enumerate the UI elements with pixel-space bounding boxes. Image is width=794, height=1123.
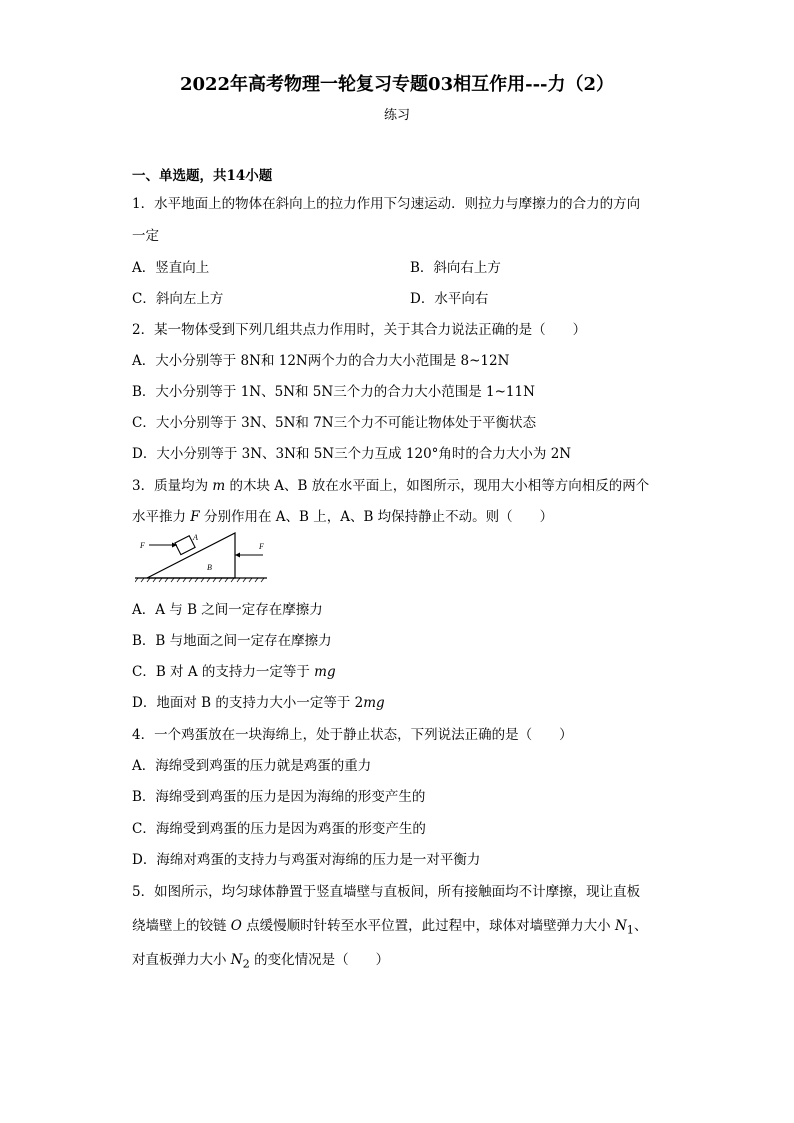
- q3-stem-text: 的木块 A、B 放在水平面上，如图所示，现用大小相等方向相反的两个: [225, 478, 650, 494]
- q1-option-c: C．斜向左上方: [132, 291, 224, 307]
- section-heading: 一、单选题，共14小题: [132, 168, 273, 184]
- q3-option-d: [132, 691, 385, 711]
- q4-stem: 4．一个鸡蛋放在一块海绵上，处于静止状态，下列说法正确的是（ ）: [132, 727, 573, 743]
- q3-stem-line2: [132, 505, 553, 525]
- q5-stem-text: 绕墙壁上的铰链: [132, 918, 231, 934]
- q5-n1-symbol: N: [614, 918, 627, 934]
- q2-option-a: A．大小分别等于 8N和 12N两个力的合力大小范围是 8~12N: [132, 353, 510, 369]
- q2-option-b: B．大小分别等于 1N、5N和 5N三个力的合力大小范围是 1~11N: [132, 384, 535, 400]
- q5-hinge-symbol: O: [230, 918, 242, 934]
- q2-option-c: C．大小分别等于 3N、5N和 7N三个力不可能让物体处于平衡状态: [132, 415, 537, 431]
- q3-option-d-mg: mg: [363, 695, 385, 711]
- q2-stem: 2．某一物体受到下列几组共点力作用时，关于其合力说法正确的是（ ）: [132, 322, 587, 338]
- q3-force-symbol: F: [190, 509, 200, 525]
- q1-option-a: A．竖直向上: [132, 260, 210, 276]
- q3-option-c-mg: mg: [314, 664, 336, 680]
- q3-figure: [135, 528, 270, 586]
- q5-n2-subscript: 2: [242, 957, 250, 971]
- q4-option-a: A．海绵受到鸡蛋的压力就是鸡蛋的重力: [132, 758, 372, 774]
- q3-stem-text: 水平推力: [132, 509, 191, 525]
- q3-option-a: A．A 与 B 之间一定存在摩擦力: [132, 602, 323, 618]
- q5-stem-text: 点缓慢顺时针转至水平位置，此过程中，球体对墙壁弹力大小: [241, 918, 615, 934]
- q1-option-d: D．水平向右: [410, 291, 489, 307]
- label-b: B: [207, 563, 212, 572]
- label-a: A: [193, 533, 198, 542]
- q2-option-d: D．大小分别等于 3N、3N和 5N三个力互成 120°角时的合力大小为 2N: [132, 446, 572, 462]
- q4-option-b: B．海绵受到鸡蛋的压力是因为海绵的形变产生的: [132, 789, 426, 805]
- q3-stem-text: 3．质量均为: [132, 478, 213, 494]
- label-f-right: F: [259, 542, 264, 551]
- q3-option-c: [132, 660, 336, 680]
- q4-option-d: D．海绵对鸡蛋的支持力与鸡蛋对海绵的压力是一对平衡力: [132, 852, 481, 868]
- q5-stem-text: 、: [633, 918, 648, 934]
- q3-stem-line1: [132, 474, 649, 494]
- q5-stem-text: 的变化情况是（ ）: [249, 952, 390, 968]
- q5-stem-line1: 5．如图所示，均匀球体静置于竖直墙壁与直板间，所有接触面均不计摩擦，现让直板: [132, 884, 641, 900]
- q3-mass-symbol: m: [212, 478, 226, 494]
- q1-stem-line1: 1．水平地面上的物体在斜向上的拉力作用下匀速运动．则拉力与摩擦力的合力的方向: [132, 196, 641, 212]
- q5-n1-subscript: 1: [626, 923, 634, 937]
- q5-stem-line2: [132, 914, 647, 937]
- q3-option-c-text: C．B 对 A 的支持力一定等于: [132, 664, 315, 680]
- q5-n2-symbol: N: [230, 952, 243, 968]
- q1-option-b: B．斜向右上方: [410, 260, 501, 276]
- document-title: 2022年高考物理一轮复习专题03相互作用---力（2）: [179, 74, 615, 95]
- force-arrowhead-right: [235, 553, 240, 558]
- q5-stem-line3: [132, 948, 389, 971]
- q1-stem-line2: 一定: [132, 228, 159, 244]
- q3-stem-text: 分别作用在 A、B 上，A、B 均保持静止不动。则（ ）: [199, 509, 554, 525]
- q5-stem-text: 对直板弹力大小: [132, 952, 231, 968]
- q3-option-d-text: D．地面对 B 的支持力大小一定等于 2: [132, 695, 364, 711]
- document-subtitle: 练习: [383, 108, 410, 123]
- q3-option-b: B．B 与地面之间一定存在摩擦力: [132, 633, 332, 649]
- q4-option-c: C．海绵受到鸡蛋的压力是因为鸡蛋的形变产生的: [132, 821, 426, 837]
- label-f-left: F: [140, 541, 145, 550]
